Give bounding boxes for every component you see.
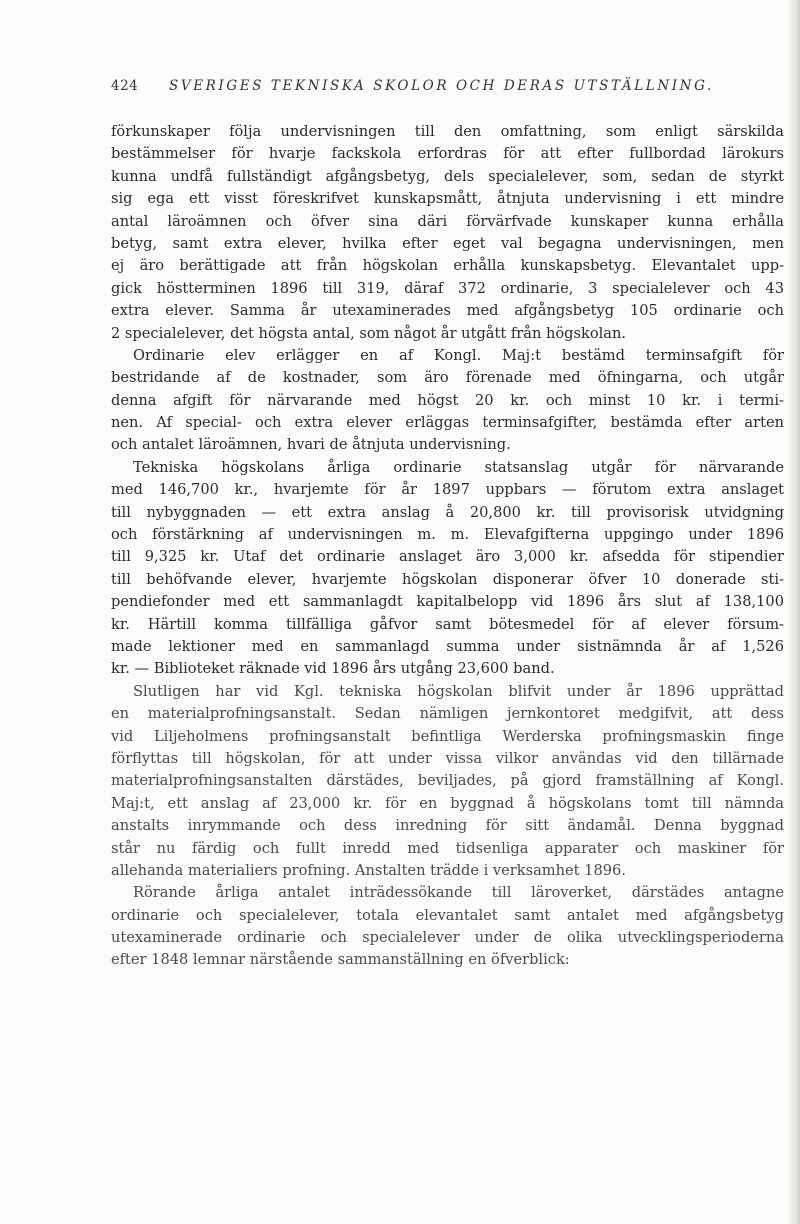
text-line: och förstärkning af undervisningen m. m. Elevafgifterna uppgingo under 1896 bbox=[111, 526, 784, 544]
text-line: bestridande af de kostnader, som äro förenade med öfningarna, och utgår bbox=[111, 369, 784, 387]
text-line: pendiefonder med ett sammanlagdt kapitalbelopp vid 1896 års slut af 138,100 bbox=[111, 593, 784, 611]
text-line: efter 1848 lemnar närstående sammanställning en öfverblick: bbox=[111, 951, 570, 969]
running-header bbox=[111, 78, 784, 98]
text-line: bestämmelser för hvarje fackskola erfordras för att efter fullbordad lärokurs bbox=[111, 145, 784, 163]
page-edge-shadow bbox=[786, 0, 800, 1224]
text-line: made lektioner med en sammanlagd summa under sistnämnda år af 1,526 bbox=[111, 637, 784, 655]
text-line: till nybyggnaden — ett extra anslag å 20,800 kr. till provisorisk utvidgning bbox=[111, 503, 784, 521]
body-text bbox=[111, 121, 784, 972]
text-line: till behöfvande elever, hvarjemte högskolan disponerar öfver 10 donerade sti- bbox=[111, 570, 784, 588]
text-line: extra elever. Samma år utexaminerades med afgångsbetyg 105 ordinarie och bbox=[111, 302, 784, 320]
paragraph-4 bbox=[111, 681, 784, 883]
text-line: Slutligen har vid Kgl. tekniska högskolan blifvit under år 1896 upprättad bbox=[133, 682, 784, 700]
text-line: allehanda materialiers profning. Anstalten trädde i verksamhet 1896. bbox=[111, 861, 626, 879]
document-page bbox=[111, 78, 784, 972]
text-line: betyg, samt extra elever, hvilka efter eget val begagna undervisningen, men bbox=[111, 234, 784, 252]
paragraph-2 bbox=[111, 345, 784, 457]
text-line: och antalet läroämnen, hvari de åtnjuta undervisning. bbox=[111, 436, 511, 454]
text-line: kr. — Biblioteket räknade vid 1896 års utgång 23,600 band. bbox=[111, 660, 555, 678]
text-line: Rörande årliga antalet inträdessökande till läroverket, därstädes antagne bbox=[133, 884, 784, 902]
text-line: antal läroämnen och öfver sina däri förvärfvade kunskaper kunna erhålla bbox=[111, 212, 784, 230]
text-line: vid Liljeholmens profningsanstalt befintliga Werderska profningsmaskin finge bbox=[111, 727, 784, 745]
text-line: kunna undfå fullständigt afgångsbetyg, dels specialelever, som, sedan de styrkt bbox=[111, 167, 784, 185]
paragraph-3 bbox=[111, 457, 784, 681]
text-line: ej äro berättigade att från högskolan erhålla kunskapsbetyg. Elevantalet upp- bbox=[111, 257, 784, 275]
text-line: förkunskaper följa undervisningen till den omfattning, som enligt särskilda bbox=[111, 123, 784, 140]
text-line: 2 specialelever, det högsta antal, som något år utgått från högskolan. bbox=[111, 324, 627, 342]
text-line: förflyttas till högskolan, för att under vissa vilkor användas vid den tillärnade bbox=[111, 749, 784, 767]
text-line: sig ega ett visst föreskrifvet kunskapsmått, åtnjuta undervisning i ett mindre bbox=[111, 190, 784, 208]
text-line: till 9,325 kr. Utaf det ordinarie anslaget äro 3,000 kr. afsedda för stipendier bbox=[111, 548, 784, 566]
text-line: står nu färdig och fullt inredd med tidsenliga apparater och maskiner för bbox=[111, 839, 784, 857]
text-line: nen. Af special- och extra elever erläggas terminsafgifter, bestämda efter arten bbox=[111, 414, 784, 432]
text-line: materialprofningsanstalten därstädes, beviljades, på gjord framställning af Kongl. bbox=[111, 772, 784, 790]
text-line: Maj:t, ett anslag af 23,000 kr. för en byggnad å högskolans tomt till nämnda bbox=[111, 794, 784, 812]
paragraph-5 bbox=[111, 882, 784, 972]
text-line: en materialprofningsanstalt. Sedan nämligen jernkontoret medgifvit, att dess bbox=[111, 705, 784, 723]
paragraph-1 bbox=[111, 121, 784, 345]
text-line: denna afgift för närvarande med högst 20 kr. och minst 10 kr. i termi- bbox=[111, 391, 784, 409]
text-line: med 146,700 kr., hvarjemte för år 1897 uppbars — förutom extra anslaget bbox=[111, 481, 784, 499]
text-line: kr. Härtill komma tillfälliga gåfvor samt bötesmedel för af elever försum- bbox=[111, 615, 784, 633]
text-line: Ordinarie elev erlägger en af Kongl. Maj:t bestämd terminsafgift för bbox=[133, 346, 784, 364]
page-number: 424 bbox=[111, 78, 139, 94]
text-line: Tekniska högskolans årliga ordinarie statsanslag utgår för närvarande bbox=[133, 458, 784, 476]
running-title: SVERIGES TEKNISKA SKOLOR OCH DERAS UTSTÄLLNING. bbox=[169, 78, 714, 94]
text-line: gick höstterminen 1896 till 319, däraf 372 ordinarie, 3 specialelever och 43 bbox=[111, 279, 784, 297]
text-line: utexaminerade ordinarie och specialelever under de olika utvecklingsperioderna bbox=[111, 929, 784, 947]
text-line: ordinarie och specialelever, totala elevantalet samt antalet med afgångsbetyg bbox=[111, 906, 784, 924]
text-line: anstalts inrymmande och dess inredning för sitt ändamål. Denna byggnad bbox=[111, 817, 784, 835]
